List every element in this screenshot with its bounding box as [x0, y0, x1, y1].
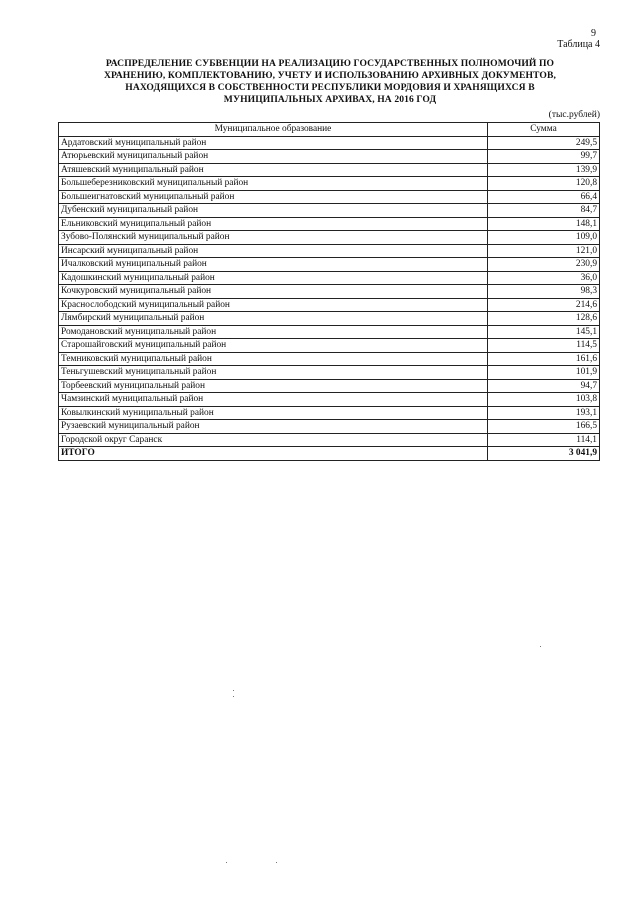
municipality-name: Атюрьевский муниципальный район [59, 150, 488, 164]
subsidy-sum: 114,1 [488, 433, 600, 447]
column-header-municipality: Муниципальное образование [59, 123, 488, 137]
table-row [59, 366, 600, 380]
subsidy-sum: 148,1 [488, 217, 600, 231]
table-row [59, 136, 600, 150]
table-row [59, 231, 600, 245]
subsidy-sum: 66,4 [488, 190, 600, 204]
table-row [59, 244, 600, 258]
subsidy-sum: 139,9 [488, 163, 600, 177]
subsidy-sum: 98,3 [488, 285, 600, 299]
subsidy-sum: 145,1 [488, 325, 600, 339]
total-sum: 3 041,9 [488, 447, 600, 461]
municipality-name: Большеигнатовский муниципальный район [59, 190, 488, 204]
subsidy-sum: 120,8 [488, 177, 600, 191]
subsidy-sum: 99,7 [488, 150, 600, 164]
subsidy-sum: 121,0 [488, 244, 600, 258]
table-header-row [59, 123, 600, 137]
total-row [59, 447, 600, 461]
subsidy-sum: 230,9 [488, 258, 600, 272]
municipality-name: Дубенский муниципальный район [59, 204, 488, 218]
municipality-name: Старошайговский муниципальный район [59, 339, 488, 353]
subsidy-sum: 36,0 [488, 271, 600, 285]
table-row [59, 325, 600, 339]
subsidy-sum: 214,6 [488, 298, 600, 312]
municipality-name: Кадошкинский муниципальный район [59, 271, 488, 285]
municipality-name: Чамзинский муниципальный район [59, 393, 488, 407]
municipality-name: Большеберезниковский муниципальный район [59, 177, 488, 191]
municipality-name: Ельниковский муниципальный район [59, 217, 488, 231]
table-row [59, 352, 600, 366]
municipality-name: Лямбирский муниципальный район [59, 312, 488, 326]
subsidy-sum: 166,5 [488, 420, 600, 434]
table-row [59, 204, 600, 218]
subsidy-sum: 103,8 [488, 393, 600, 407]
table-row [59, 379, 600, 393]
page-number: 9 [591, 28, 596, 39]
subsidy-sum: 193,1 [488, 406, 600, 420]
table-row [59, 433, 600, 447]
municipality-name: Ичалковский муниципальный район [59, 258, 488, 272]
table-row [59, 217, 600, 231]
subsidy-sum: 128,6 [488, 312, 600, 326]
total-label: ИТОГО [59, 447, 488, 461]
table-row [59, 150, 600, 164]
subsidy-sum: 109,0 [488, 231, 600, 245]
table-row [59, 298, 600, 312]
subsidy-sum: 94,7 [488, 379, 600, 393]
table-row [59, 312, 600, 326]
municipality-name: Темниковский муниципальный район [59, 352, 488, 366]
table-row [59, 163, 600, 177]
table-row [59, 420, 600, 434]
subsidy-sum: 84,7 [488, 204, 600, 218]
table-row [59, 190, 600, 204]
table-body [59, 136, 600, 447]
units-label: (тыс.рублей) [548, 110, 600, 120]
title-line: РАСПРЕДЕЛЕНИЕ СУБВЕНЦИИ НА РЕАЛИЗАЦИЮ ГОСУДАРСТВЕННЫХ ПОЛНОМОЧИЙ ПО [105, 58, 555, 69]
municipality-name: Ковылкинский муниципальный район [59, 406, 488, 420]
title-line: МУНИЦИПАЛЬНЫХ АРХИВАХ, НА 2016 ГОД [223, 94, 437, 105]
subsidy-table [58, 122, 600, 461]
municipality-name: Рузаевский муниципальный район [59, 420, 488, 434]
table-label: Таблица 4 [557, 39, 600, 50]
municipality-name: Зубово-Полянский муниципальный район [59, 231, 488, 245]
subsidy-sum: 161,6 [488, 352, 600, 366]
table-row [59, 393, 600, 407]
municipality-name: Краснослободский муниципальный район [59, 298, 488, 312]
municipality-name: Ромодановский муниципальный район [59, 325, 488, 339]
municipality-name: Торбеевский муниципальный район [59, 379, 488, 393]
municipality-name: Инсарский муниципальный район [59, 244, 488, 258]
municipality-name: Ардатовский муниципальный район [59, 136, 488, 150]
table-row [59, 271, 600, 285]
table-row [59, 285, 600, 299]
table-row [59, 258, 600, 272]
table-row [59, 339, 600, 353]
subsidy-sum: 249,5 [488, 136, 600, 150]
table-row [59, 406, 600, 420]
column-header-sum: Сумма [488, 123, 600, 137]
municipality-name: Городской округ Саранск [59, 433, 488, 447]
municipality-name: Кочкуровский муниципальный район [59, 285, 488, 299]
subsidy-sum: 101,9 [488, 366, 600, 380]
municipality-name: Теньгушевский муниципальный район [59, 366, 488, 380]
title-line: ХРАНЕНИЮ, КОМПЛЕКТОВАНИЮ, УЧЕТУ И ИСПОЛЬЗОВАНИЮ АРХИВНЫХ ДОКУМЕНТОВ, [104, 70, 556, 81]
title-line: НАХОДЯЩИХСЯ В СОБСТВЕННОСТИ РЕСПУБЛИКИ МОРДОВИЯ И ХРАНЯЩИХСЯ В [125, 82, 535, 93]
municipality-name: Атяшевский муниципальный район [59, 163, 488, 177]
table-row [59, 177, 600, 191]
document-title [60, 58, 600, 106]
subsidy-sum: 114,5 [488, 339, 600, 353]
